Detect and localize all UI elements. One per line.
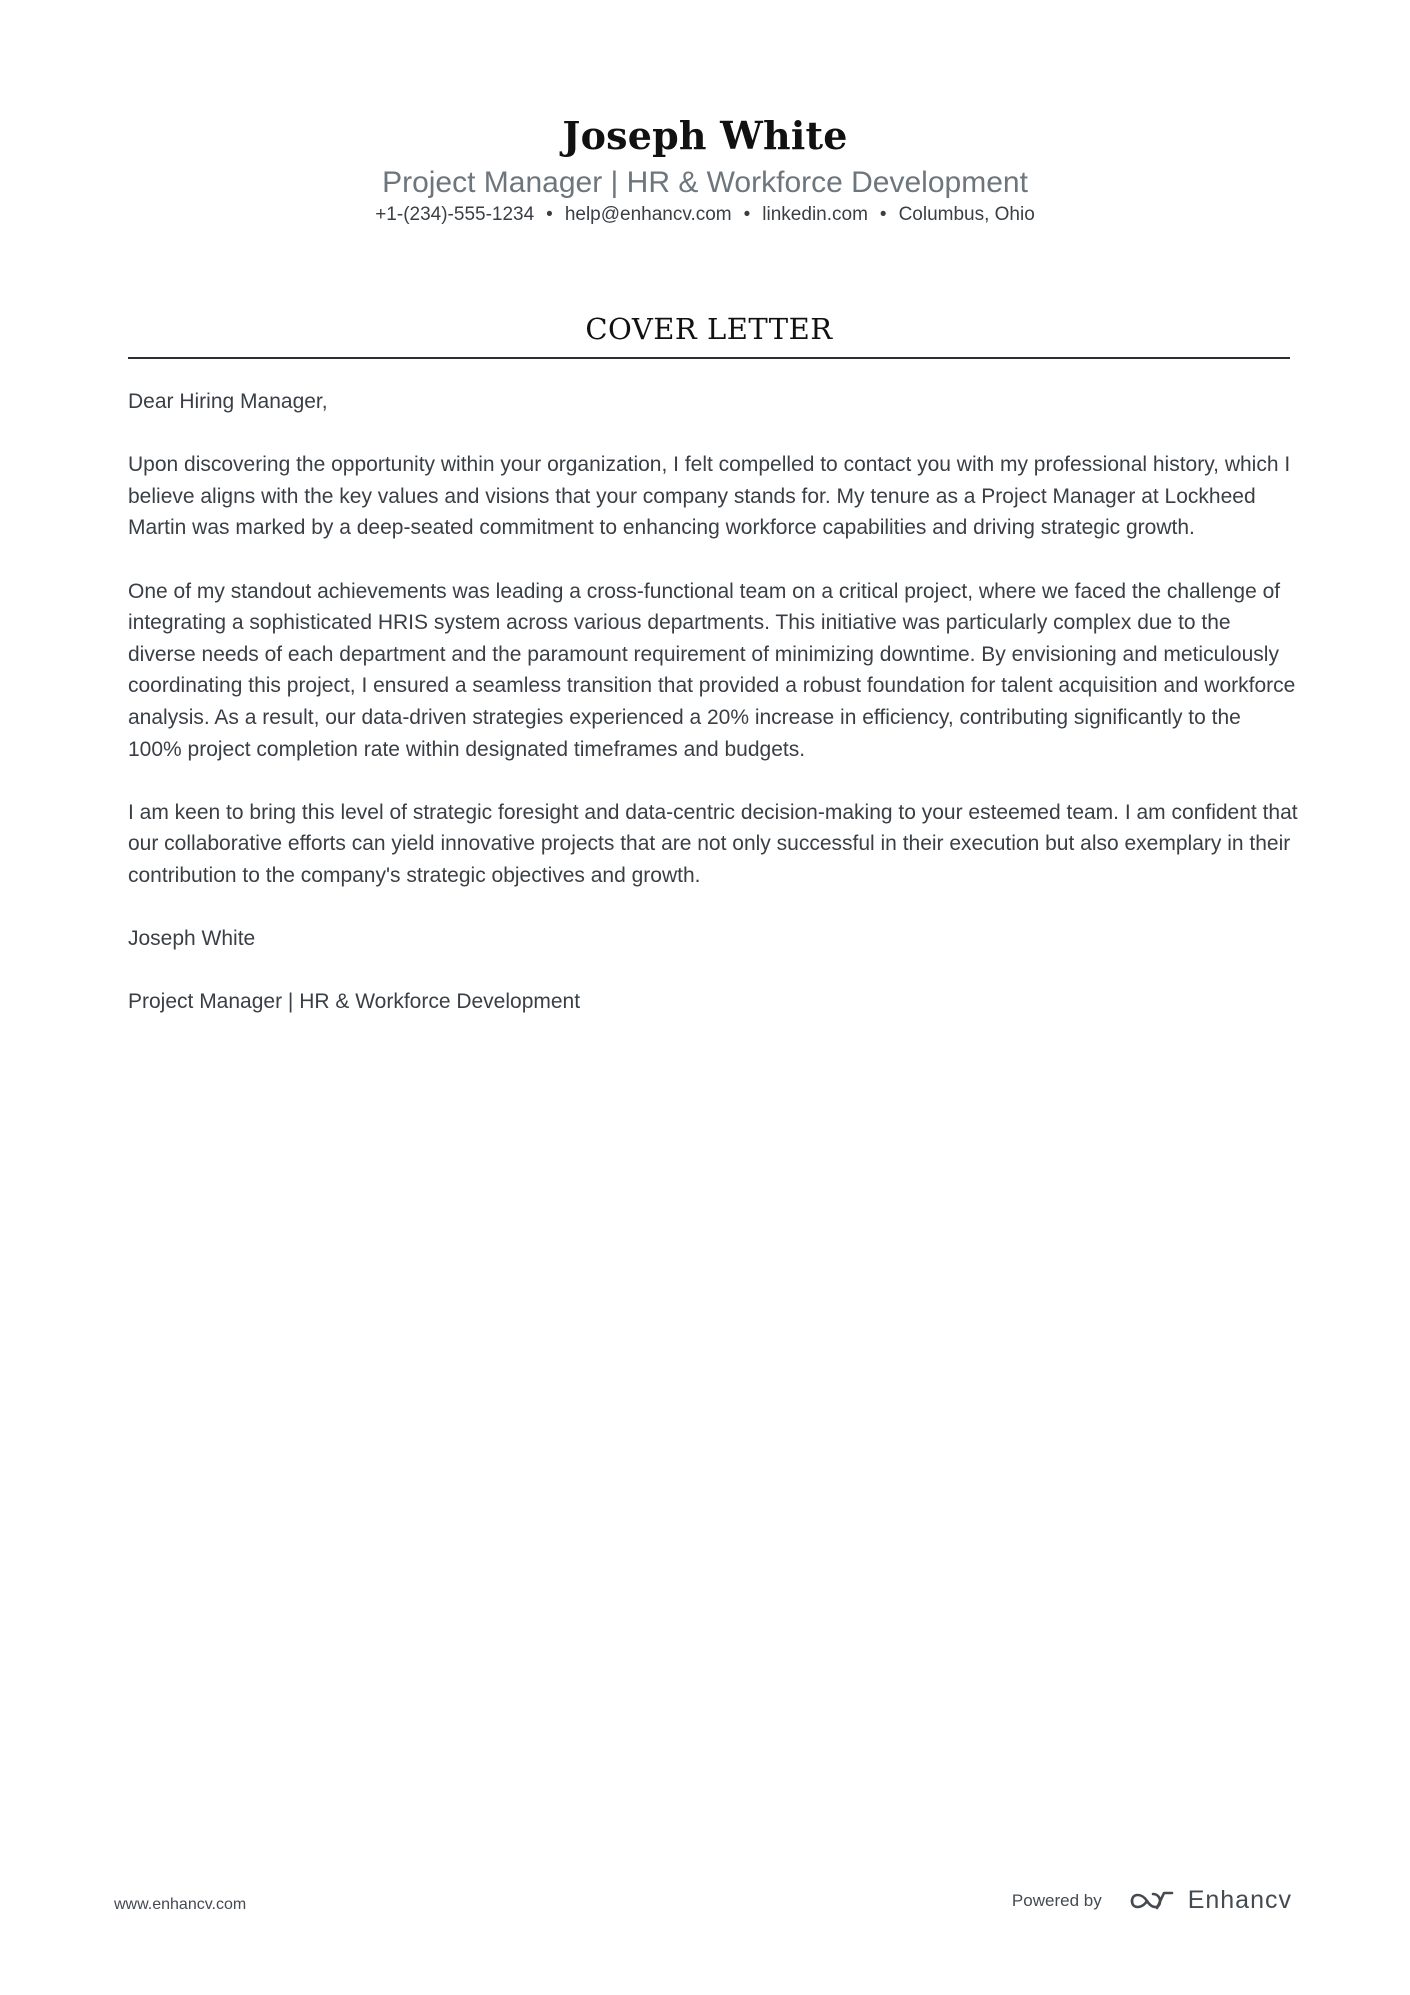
candidate-headline: Project Manager | HR & Workforce Development <box>382 166 1028 199</box>
contact-line <box>0 202 1410 228</box>
contact-separator: • <box>743 204 751 225</box>
linkedin-link: linkedin.com <box>762 204 868 225</box>
enhancv-brand-name: Enhancv <box>1187 1886 1292 1914</box>
section-divider <box>128 357 1290 359</box>
footer-branding <box>1012 1886 1292 1915</box>
signature-name: Joseph White <box>128 927 256 951</box>
signature-title: Project Manager | HR & Workforce Development <box>128 990 581 1014</box>
location: Columbus, Ohio <box>898 204 1035 225</box>
letter-paragraph: One of my standout achievements was leading a cross-functional team on a critical project, where we faced the challenge of integrating a sophisticated HRIS system across various departments. This initiative was particularly complex due to the diverse needs of each department and the paramount requirement of minimizing downtime. By envisioning and meticulously coordinating this project, I ensured a seamless transition that provided a robust foundation for talent acquisition and workforce analysis. As a result, our data-driven strategies experienced a 20% increase in efficiency, contributing significantly to the 100% project completion rate within designated timeframes and budgets. <box>128 579 1296 761</box>
contact-separator: • <box>546 204 553 225</box>
contact-separator: • <box>879 204 887 225</box>
letter-body <box>128 386 1298 1049</box>
powered-by-label: Powered by <box>1011 1890 1102 1910</box>
candidate-name: Joseph White <box>562 113 848 158</box>
email-address: help@enhancv.com <box>564 204 732 225</box>
letter-paragraph: I am keen to bring this level of strategic foresight and data-centric decision-making to your esteemed team. I am confident that our collaborative efforts can yield innovative projects that are not only successful in their execution but also exemplary in their contribution to the company's strategic objectives and growth. <box>128 800 1298 887</box>
section-title: COVER LETTER <box>585 312 833 346</box>
enhancv-logo <box>1128 1886 1292 1915</box>
phone-number: +1-(234)-555-1234 <box>375 204 535 225</box>
resume-header <box>0 112 1410 228</box>
footer-website: www.enhancv.com <box>114 1896 247 1913</box>
letter-greeting: Dear Hiring Manager, <box>128 390 328 413</box>
enhancv-logo-icon <box>1128 1888 1176 1914</box>
letter-paragraph: Upon discovering the opportunity within your organization, I felt compelled to contact you with my professional history, which I believe aligns with the key values and visions that your company stands for. My tenure as a Project Manager at Lockheed Martin was marked by a deep-seated commitment to enhancing workforce capabilities and driving strategic growth. <box>128 453 1291 540</box>
